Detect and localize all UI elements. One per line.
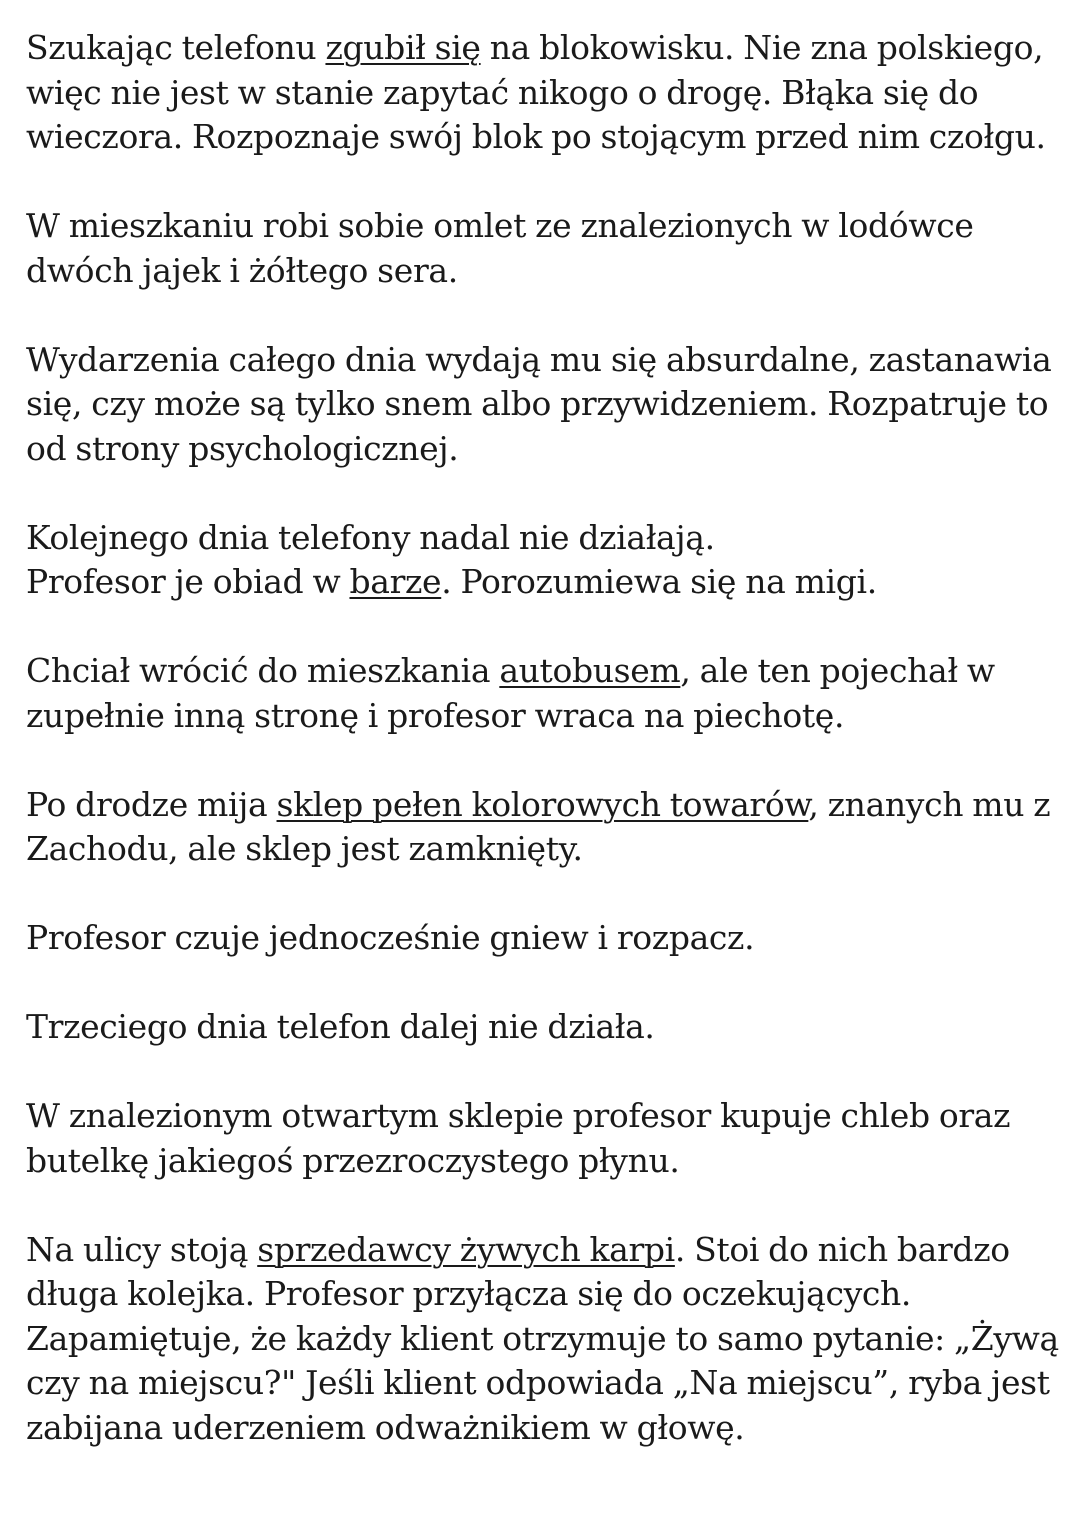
paragraph-9 [26,1094,1066,1183]
text-segment: Wydarzenia całego dnia wydają mu się absurdalne, zastanawia się, czy może są tylko snem albo przywidzeniem. Rozpatruje to od strony psychologicznej. [26,339,1052,468]
underlined-phrase: barze [349,562,442,601]
paragraph-4 [26,516,1066,605]
text-segment: W mieszkaniu robi sobie omlet ze znalezionych w lodówce dwóch jajek i żółtego sera. [26,206,974,290]
paragraph-5 [26,649,1066,738]
text-segment: . Stoi do nich bardzo długa kolejka. Profesor przyłącza się do oczekujących. Zapamiętuje, że każdy klient otrzymuje to samo pytanie: „Żywą czy na miejscu?" Jeśli klient odpowiada „Na miejscu”, ryba jest zabijana uderzeniem odważnikiem w głowę. [26,1229,1059,1447]
paragraph-6 [26,783,1066,872]
document-body [26,26,1066,1495]
text-segment: Szukając telefonu [26,28,326,67]
underlined-phrase: sprzedawcy żywych karpi [257,1229,675,1269]
text-segment: Profesor czuje jednocześnie gniew i rozpacz. [26,918,755,957]
text-segment: W znalezionym otwartym sklepie profesor kupuje chleb oraz butelkę jakiegoś przezroczystego płynu. [26,1096,1011,1180]
text-segment: . Porozumiewa się na migi. [441,562,877,601]
text-segment: , znanych mu z Zachodu, ale sklep jest zamknięty. [26,784,1051,868]
text-segment: Trzeciego dnia telefon dalej nie działa. [26,1007,655,1046]
text-segment: na blokowisku. Nie zna polskiego, więc nie jest w stanie zapytać nikogo o drogę. Błąka się do wieczora. Rozpoznaje swój blok po stojącym przed nim czołgu. [26,28,1046,156]
text-segment: Chciał wrócić do mieszkania [26,651,500,690]
paragraph-3 [26,338,1066,472]
paragraph-1 [26,26,1066,160]
underlined-phrase: zgubił się [325,28,481,67]
paragraph-8 [26,1005,1066,1050]
text-segment: Profesor je obiad w [26,562,350,601]
paragraph-2 [26,204,1066,293]
paragraph-7 [26,916,1066,961]
paragraph-10 [26,1228,1066,1451]
text-segment: Na ulicy stoją [26,1229,258,1269]
text-segment: Po drodze mija [26,784,277,824]
text-segment: Kolejnego dnia telefony nadal nie działają. [26,517,715,557]
text-segment: , ale ten pojechał w zupełnie inną stronę i profesor wraca na piechotę. [26,651,995,735]
underlined-phrase: sklep pełen kolorowych towarów [276,784,809,824]
underlined-phrase: autobusem [499,651,681,690]
